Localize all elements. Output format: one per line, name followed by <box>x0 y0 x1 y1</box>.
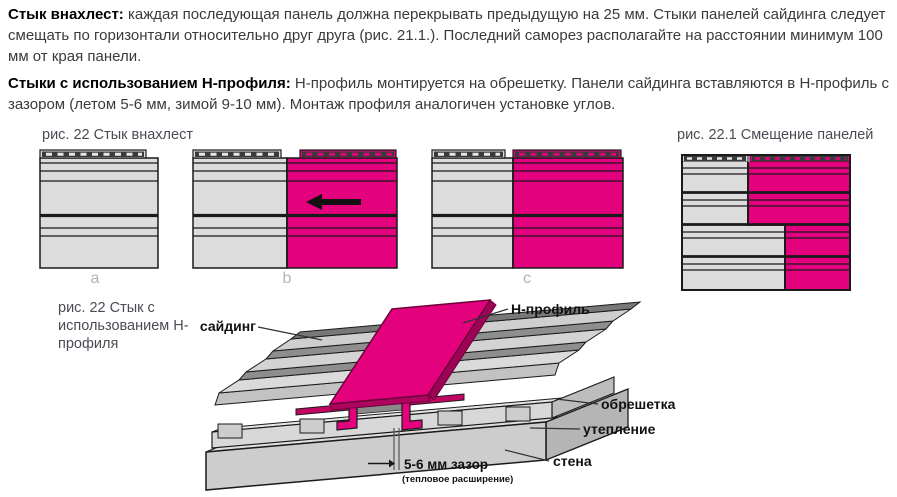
paragraph-hprofile-joint <box>8 73 892 115</box>
fig22-1-offset-panels <box>682 155 850 290</box>
wall-label: стена <box>553 453 592 469</box>
insulation-label: утепление <box>583 421 656 437</box>
panel-label-a: a <box>90 270 100 287</box>
paragraph-lead: Стык внахлест: <box>8 6 124 23</box>
fig22-hprofile-3d <box>200 300 676 490</box>
fig22-panel-a <box>40 150 158 268</box>
siding-label: сайдинг <box>199 318 256 334</box>
fig22-hprofile-caption: рис. 22 Стык с использованием Н-профиля <box>58 300 189 352</box>
fig22-1-caption: рис. 22.1 Смещение панелей <box>677 127 874 143</box>
fig22-panel-c <box>432 150 623 268</box>
lathing-label: обрешетка <box>601 396 676 412</box>
hprofile-label: Н-профиль <box>511 301 590 317</box>
gap-note-label: (тепловое расширение) <box>402 474 514 485</box>
paragraph-body: Н-профиль монтируется на обрешетку. Панели сайдинга вставляются в Н-профиль с зазором (летом 5-6 мм, зимой 9-10 мм). Монтаж профиля аналогичен установке углов. <box>8 75 890 113</box>
paragraph-lead: Стыки с использованием Н-профиля: <box>8 75 291 92</box>
panel-label-c: c <box>523 270 531 287</box>
panel-label-b: b <box>282 270 292 287</box>
diagrams-canvas <box>0 140 897 497</box>
fig22-caption: рис. 22 Стык внахлест <box>42 127 193 143</box>
paragraph-body: каждая последующая панель должна перекрывать предыдущую на 25 мм. Стыки панелей сайдинга следует смещать по горизонтали относительно друг друга (рис. 21.1.). Последний саморез располагайте на расстоянии минимум 100 мм от края панели. <box>8 6 886 65</box>
gap-label: 5-6 мм зазор <box>404 457 489 472</box>
paragraph-overlap-joint <box>8 4 892 67</box>
fig22-panel-b <box>193 150 397 268</box>
